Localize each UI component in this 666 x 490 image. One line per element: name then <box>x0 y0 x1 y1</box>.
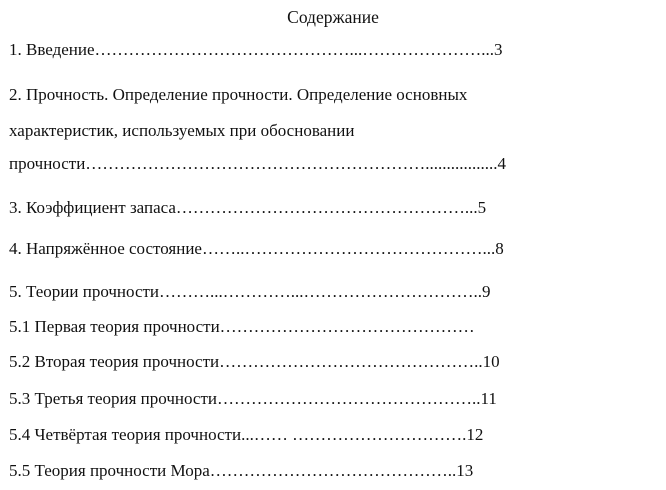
toc-entry-stress-state: 4. Напряжённое состояние……..……………………………………...8 <box>9 239 504 258</box>
toc-entry-theory-mohr: 5.5 Теория прочности Мора……………………………………..13 <box>9 461 474 480</box>
toc-entry-strength-line-3: прочности…………………………………………………….................4 <box>9 154 507 173</box>
toc-entry-strength-theories: 5. Теории прочности………...…………...…………………………..9 <box>9 282 491 301</box>
toc-entry-theory-1: 5.1 Первая теория прочности……………………………………… <box>9 317 475 336</box>
toc-entry-theory-2: 5.2 Вторая теория прочности………………………………………..10 <box>9 352 500 371</box>
toc-entry-strength-line-2: характеристик, используемых при обосновании <box>9 121 355 140</box>
toc-entry-theory-4: 5.4 Четвёртая теория прочности...…… ………………………….12 <box>9 425 484 444</box>
toc-entry-safety-factor: 3. Коэффициент запаса……………………………………………...5 <box>9 198 487 217</box>
toc-entry-theory-3: 5.3 Третья теория прочности………………………………………..11 <box>9 389 497 408</box>
toc-entry-introduction: 1. Введение………………………………………...…………………...3 <box>9 40 503 59</box>
toc-entry-strength-line-1: 2. Прочность. Определение прочности. Определение основных <box>9 85 468 104</box>
toc-title: Содержание <box>287 7 379 27</box>
